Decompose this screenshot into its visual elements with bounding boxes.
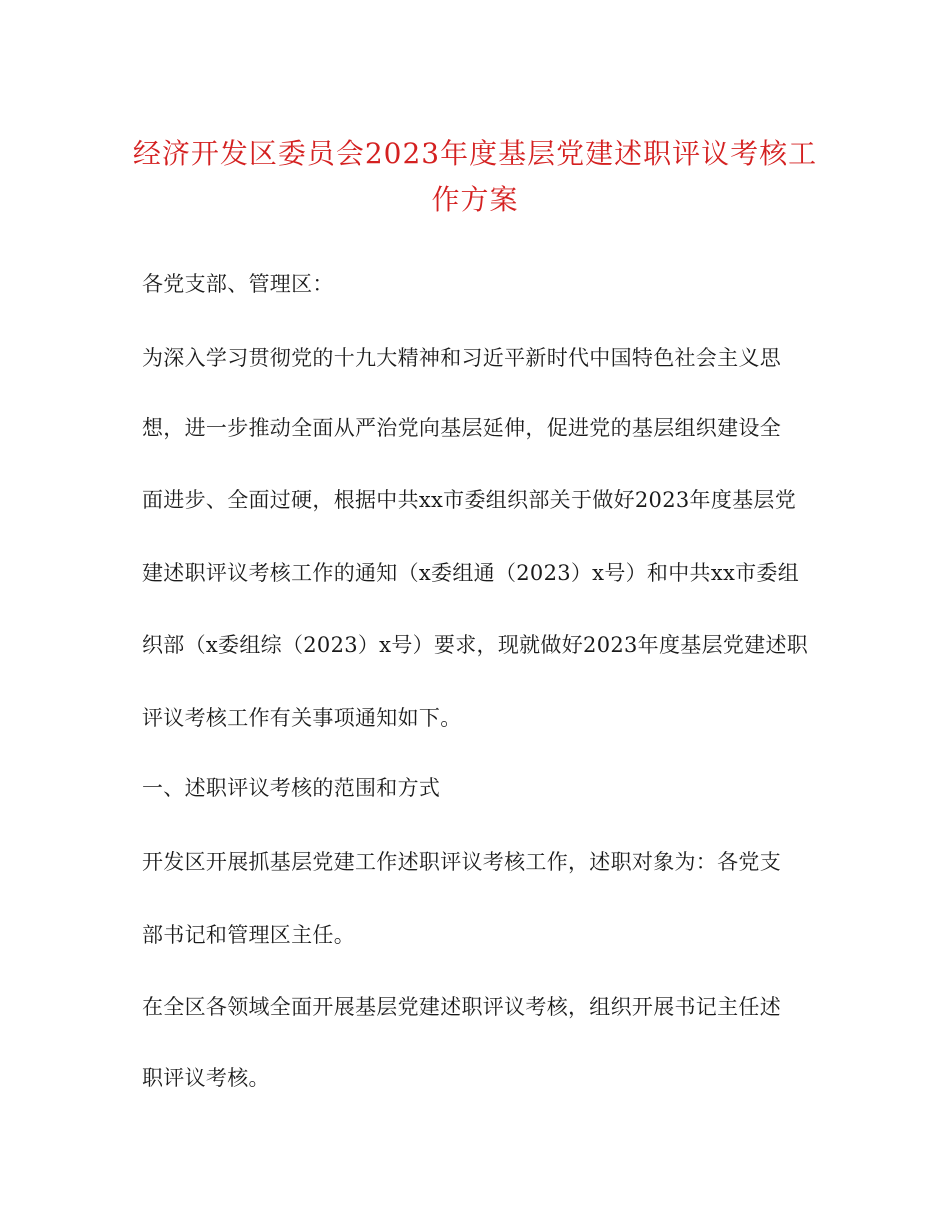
para2-line-1: 开发区开展抓基层党建工作述职评议考核工作，述职对象为：各党支 [142,850,781,874]
salutation: 各党支部、管理区： [142,272,334,296]
intro-line-4: 建述职评议考核工作的通知（x委组通（2023）x号）和中共xx市委组 [142,561,800,585]
document-title-line-2: 作方案 [431,183,519,216]
section-heading: 一、述职评议考核的范围和方式 [142,776,441,800]
para2-line-2: 部书记和管理区主任。 [142,923,355,947]
intro-line-3: 面进步、全面过硬，根据中共xx市委组织部关于做好2023年度基层党 [142,488,797,512]
intro-line-1: 为深入学习贯彻党的十九大精神和习近平新时代中国特色社会主义思 [142,346,781,370]
intro-line-5: 织部（x委组综（2023）x号）要求，现就做好2023年度基层党建述职 [142,633,809,657]
document-title-line-1: 经济开发区委员会2023年度基层党建述职评议考核工 [132,137,818,170]
para3-line-2: 职评议考核。 [142,1066,270,1090]
intro-line-2: 想，进一步推动全面从严治党向基层延伸，促进党的基层组织建设全 [142,416,781,440]
para3-line-1: 在全区各领域全面开展基层党建述职评议考核，组织开展书记主任述 [142,995,781,1019]
intro-line-6: 评议考核工作有关事项通知如下。 [142,706,462,730]
